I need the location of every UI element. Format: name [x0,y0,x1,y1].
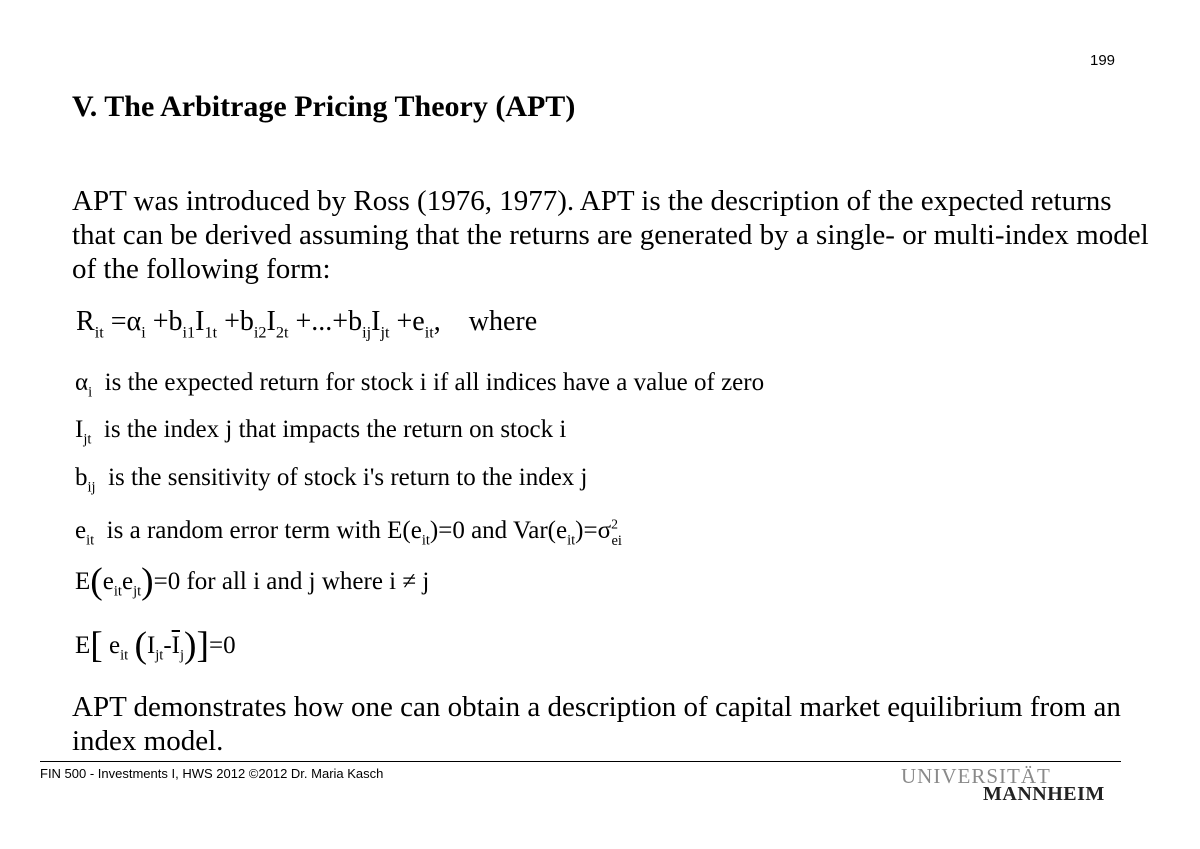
definition-alpha: $\alpha_i$ is the expected return for stock i if all indices have a value of zero [75,369,765,401]
condition-uncorrelated-errors: $E(e_{it}e_{jt})=0$ for all i and j where i ≠ j [75,560,430,602]
footer-divider [40,761,1121,762]
definition-index: $I_{jt}$ is the index j that impacts the return on stock i [75,416,567,448]
intro-paragraph: APT was introduced by Ross (1976, 1977). APT is the description of the expected returns that can be derived assuming that the returns are generated by a single- or multi-index model of the following form: [72,185,1149,285]
footer-text: FIN 500 - Investments I, HWS 2012 ©2012 Dr. Maria Kasch [40,766,384,781]
condition-error-index-orthogonal: E[ $e_{it}$ $(I_{jt}-\overline{I}_j)]=0$ [75,624,236,666]
logo-line-2: MANNHEIM [983,783,1105,805]
closing-paragraph: APT demonstrates how one can obtain a description of capital market equilibrium from an index model. [72,691,1121,757]
page-number: 199 [1090,52,1116,69]
apt-equation: $R_{it} =\alpha_i +b_{i1}I_{1t} +b_{i2}I_{2t} +...+b_{ij}I_{jt} +e_{it}$, where [76,306,538,342]
logo-line-1: UNIVERSITÄT [901,764,1051,788]
definition-sensitivity: $b_{ij}$ is the sensitivity of stock i's return to the index j [75,464,588,496]
slide-title: V. The Arbitrage Pricing Theory (APT) [72,90,576,123]
university-logo [897,764,1105,805]
definition-error-term: $e_{it}$ is a random error term with $E(e_{it})=0$ and $Var(e_{it})=\sigma^2_{ei}$ [75,516,622,549]
